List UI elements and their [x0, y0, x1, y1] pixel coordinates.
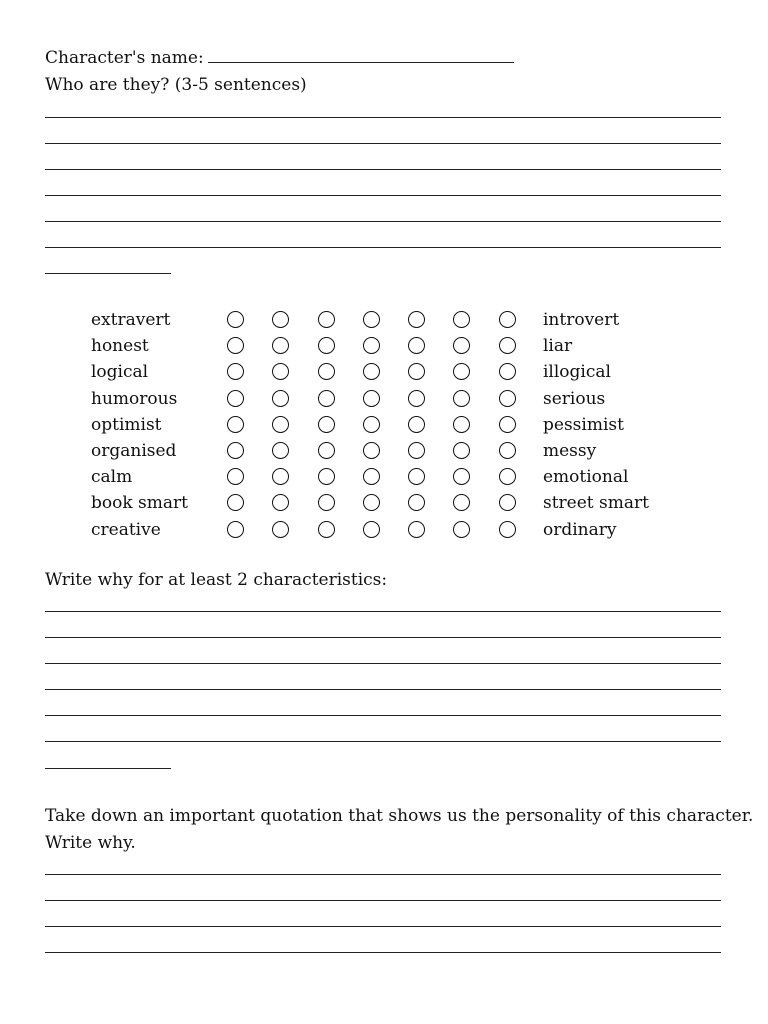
rating-bubble[interactable] — [318, 494, 335, 511]
character-name-row — [45, 48, 514, 68]
rating-bubble[interactable] — [408, 494, 425, 511]
rating-bubble[interactable] — [272, 311, 289, 328]
rating-bubble[interactable] — [272, 416, 289, 433]
trait-left-label: honest — [91, 336, 149, 357]
rating-bubble[interactable] — [363, 416, 380, 433]
rating-bubble[interactable] — [363, 311, 380, 328]
rating-bubble[interactable] — [408, 363, 425, 380]
trait-right-label: street smart — [543, 493, 649, 514]
rating-bubble[interactable] — [499, 311, 516, 328]
rating-bubble[interactable] — [453, 390, 470, 407]
trait-right-label: messy — [543, 441, 597, 461]
rating-bubble[interactable] — [227, 521, 244, 538]
rating-bubble[interactable] — [318, 468, 335, 485]
rating-bubble[interactable] — [272, 363, 289, 380]
trait-right-label: liar — [543, 336, 573, 357]
trait-row — [0, 360, 768, 386]
answer-line[interactable] — [45, 663, 721, 664]
trait-right-label: emotional — [543, 467, 629, 488]
rating-bubble[interactable] — [453, 468, 470, 485]
answer-line[interactable] — [45, 689, 721, 690]
rating-bubble[interactable] — [318, 521, 335, 538]
answer-line[interactable] — [45, 169, 721, 170]
answer-line[interactable] — [45, 247, 721, 248]
answer-line[interactable] — [45, 117, 721, 118]
trait-right-label: illogical — [543, 362, 611, 383]
answer-line[interactable] — [45, 195, 721, 196]
rating-bubble[interactable] — [227, 311, 244, 328]
answer-line[interactable] — [45, 637, 721, 638]
trait-left-label: optimist — [91, 414, 162, 435]
trait-row — [0, 387, 768, 413]
rating-bubble[interactable] — [272, 494, 289, 511]
answer-line[interactable] — [45, 611, 721, 612]
rating-bubble[interactable] — [272, 468, 289, 485]
rating-bubble[interactable] — [363, 442, 380, 459]
trait-left-label: humorous — [91, 388, 178, 409]
rating-bubble[interactable] — [499, 390, 516, 407]
rating-bubble[interactable] — [499, 363, 516, 380]
rating-bubble[interactable] — [499, 337, 516, 354]
rating-bubble[interactable] — [408, 416, 425, 433]
trait-row — [0, 439, 768, 465]
rating-bubble[interactable] — [453, 337, 470, 354]
answer-line-short[interactable] — [45, 768, 171, 769]
rating-bubble[interactable] — [227, 442, 244, 459]
trait-row — [0, 308, 768, 334]
trait-left-label: calm — [91, 467, 133, 488]
rating-bubble[interactable] — [227, 494, 244, 511]
who-are-they-prompt: Who are they? (3-5 sentences) — [45, 75, 307, 95]
rating-bubble[interactable] — [453, 311, 470, 328]
rating-bubble[interactable] — [453, 442, 470, 459]
rating-bubble[interactable] — [408, 442, 425, 459]
trait-left-label: organised — [91, 441, 177, 461]
rating-bubble[interactable] — [499, 521, 516, 538]
answer-line[interactable] — [45, 952, 721, 953]
trait-left-label: book smart — [91, 493, 188, 514]
trait-row — [0, 518, 768, 544]
rating-bubble[interactable] — [272, 442, 289, 459]
trait-right-label: pessimist — [543, 414, 624, 435]
rating-bubble[interactable] — [363, 468, 380, 485]
answer-line[interactable] — [45, 926, 721, 927]
rating-bubble[interactable] — [227, 390, 244, 407]
answer-line[interactable] — [45, 874, 721, 875]
trait-right-label: ordinary — [543, 519, 617, 540]
rating-bubble[interactable] — [363, 390, 380, 407]
rating-bubble[interactable] — [363, 337, 380, 354]
rating-bubble[interactable] — [318, 311, 335, 328]
rating-bubble[interactable] — [318, 337, 335, 354]
rating-bubble[interactable] — [499, 494, 516, 511]
rating-bubble[interactable] — [453, 416, 470, 433]
rating-bubble[interactable] — [227, 337, 244, 354]
rating-bubble[interactable] — [318, 442, 335, 459]
rating-bubble[interactable] — [408, 390, 425, 407]
rating-bubble[interactable] — [408, 337, 425, 354]
answer-line[interactable] — [45, 715, 721, 716]
rating-bubble[interactable] — [227, 363, 244, 380]
rating-bubble[interactable] — [363, 521, 380, 538]
trait-left-label: creative — [91, 519, 161, 540]
rating-bubble[interactable] — [408, 468, 425, 485]
rating-bubble[interactable] — [318, 390, 335, 407]
trait-row — [0, 491, 768, 517]
rating-bubble[interactable] — [363, 363, 380, 380]
rating-bubble[interactable] — [363, 494, 380, 511]
rating-bubble[interactable] — [453, 494, 470, 511]
rating-bubble[interactable] — [272, 521, 289, 538]
trait-row — [0, 413, 768, 439]
rating-bubble[interactable] — [227, 468, 244, 485]
answer-line[interactable] — [45, 900, 721, 901]
trait-right-label: serious — [543, 388, 606, 409]
rating-bubble[interactable] — [227, 416, 244, 433]
rating-bubble[interactable] — [318, 416, 335, 433]
trait-right-label: introvert — [543, 310, 620, 330]
trait-left-label: extravert — [91, 310, 171, 330]
rating-bubble[interactable] — [499, 468, 516, 485]
trait-row — [0, 465, 768, 491]
character-name-label: Character's name: — [45, 48, 204, 68]
write-why-prompt: Write why for at least 2 characteristics: — [45, 570, 388, 590]
rating-bubble[interactable] — [408, 521, 425, 538]
trait-row — [0, 334, 768, 360]
answer-line-short[interactable] — [45, 273, 171, 274]
rating-bubble[interactable] — [272, 390, 289, 407]
rating-bubble[interactable] — [318, 363, 335, 380]
rating-bubble[interactable] — [408, 311, 425, 328]
rating-bubble[interactable] — [499, 442, 516, 459]
answer-line[interactable] — [45, 741, 721, 742]
rating-bubble[interactable] — [453, 363, 470, 380]
rating-bubble[interactable] — [272, 337, 289, 354]
answer-line[interactable] — [45, 143, 721, 144]
quotation-prompt-line2: Write why. — [45, 833, 136, 853]
quotation-prompt-line1: Take down an important quotation that shows us the personality of this character. — [45, 806, 754, 826]
answer-line[interactable] — [45, 221, 721, 222]
rating-bubble[interactable] — [453, 521, 470, 538]
character-name-blank[interactable] — [208, 48, 514, 63]
trait-left-label: logical — [91, 362, 149, 383]
rating-bubble[interactable] — [499, 416, 516, 433]
